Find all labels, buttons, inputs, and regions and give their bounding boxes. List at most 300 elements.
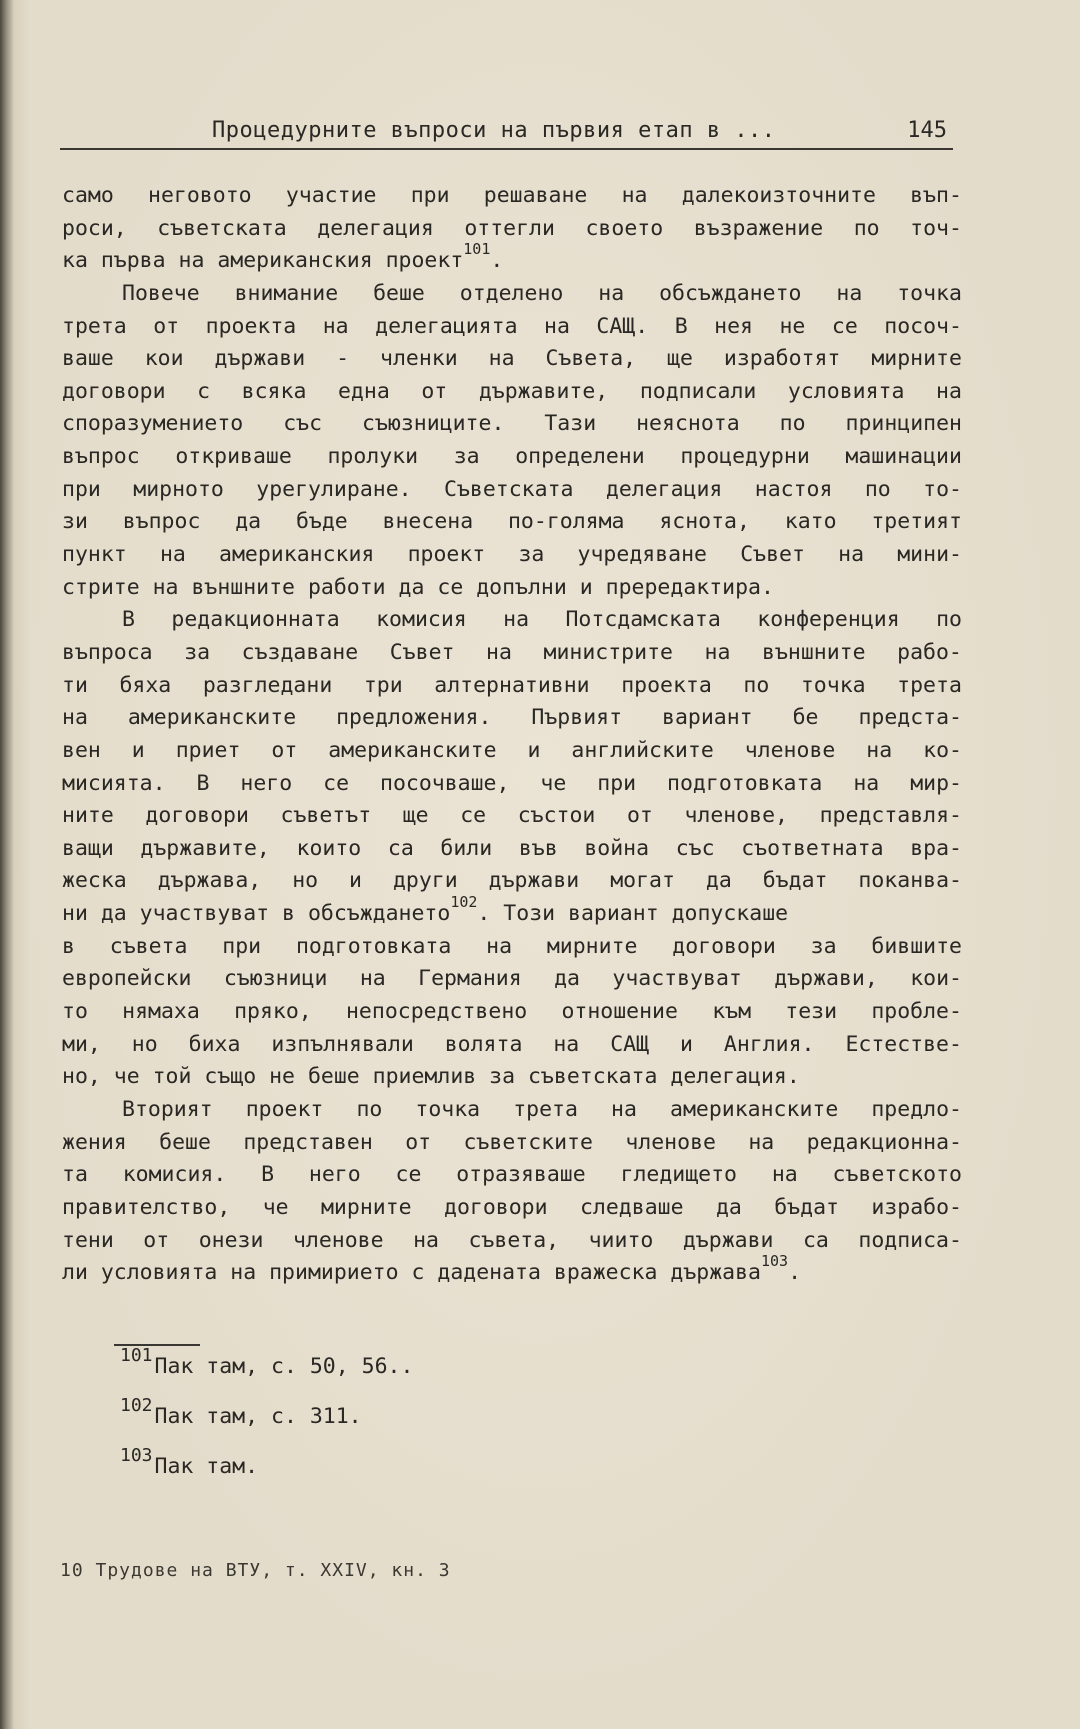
word: членове bbox=[744, 737, 836, 763]
word: английските bbox=[571, 737, 714, 763]
footnote-103 bbox=[120, 1442, 413, 1492]
word: проекта bbox=[205, 313, 297, 339]
word: други bbox=[392, 868, 458, 894]
word: алтернативни bbox=[434, 672, 590, 698]
word: към bbox=[712, 999, 752, 1025]
word: кои bbox=[144, 346, 184, 372]
word: на bbox=[488, 346, 515, 372]
text-line bbox=[62, 311, 962, 344]
word: членове, bbox=[684, 803, 789, 829]
word: В bbox=[674, 313, 688, 339]
text-line bbox=[62, 893, 962, 931]
word: за bbox=[453, 444, 480, 470]
word: предло- bbox=[871, 1096, 962, 1122]
word: на bbox=[503, 607, 530, 633]
word: трета bbox=[62, 313, 127, 339]
word: със bbox=[675, 835, 715, 861]
word: на bbox=[159, 542, 186, 568]
word: принципен bbox=[845, 411, 962, 437]
word: Съвета, bbox=[545, 346, 637, 372]
word: неговото bbox=[148, 183, 252, 208]
word: рабо- bbox=[897, 639, 962, 665]
body-text bbox=[62, 180, 962, 1290]
word: съветската bbox=[157, 215, 287, 241]
text-line bbox=[62, 376, 962, 409]
word: изработят bbox=[723, 346, 841, 372]
word: на bbox=[836, 280, 863, 306]
word: на bbox=[704, 639, 731, 665]
text-line bbox=[62, 1094, 962, 1127]
word: тени bbox=[62, 1227, 114, 1253]
word: ми, bbox=[62, 1031, 101, 1057]
word: които bbox=[296, 835, 362, 861]
word: отношение bbox=[561, 999, 678, 1025]
line-text: ни да участвуват в обсъждането bbox=[62, 901, 451, 927]
word: Повече bbox=[122, 280, 200, 306]
word: определени bbox=[515, 444, 645, 470]
word: то bbox=[62, 999, 88, 1025]
word: редакционната bbox=[171, 607, 340, 633]
word: онези bbox=[198, 1227, 264, 1253]
word: подписа- bbox=[858, 1227, 962, 1253]
footnote-number: 103 bbox=[120, 1445, 153, 1466]
word: чиито bbox=[588, 1227, 654, 1253]
word: бъдат bbox=[762, 868, 828, 894]
word: от bbox=[421, 378, 448, 404]
text-line bbox=[62, 539, 962, 572]
word: неяснота bbox=[636, 411, 740, 437]
word: че bbox=[262, 1194, 289, 1220]
word: участие bbox=[285, 183, 377, 208]
word: бившите bbox=[871, 933, 962, 959]
word: били bbox=[440, 835, 493, 861]
word: на bbox=[553, 1031, 580, 1057]
word: членове bbox=[292, 1227, 384, 1253]
word: то- bbox=[923, 476, 962, 502]
word: но bbox=[292, 868, 319, 894]
word: са bbox=[802, 1227, 829, 1253]
printer-signature: 10 Трудове на ВТУ, т. XXIV, кн. 3 bbox=[60, 1560, 451, 1581]
word: на bbox=[486, 933, 513, 959]
word: третият bbox=[871, 509, 962, 535]
word: съветските bbox=[463, 1129, 593, 1155]
word: точка bbox=[897, 280, 962, 306]
word: жения bbox=[62, 1129, 127, 1155]
footnote-text: Пак там. bbox=[154, 1454, 259, 1479]
word: Потсдамската bbox=[565, 607, 721, 633]
word: обсъждането bbox=[659, 280, 802, 306]
word: ще bbox=[402, 803, 429, 829]
word: отразяваше bbox=[456, 1162, 586, 1188]
word: се bbox=[395, 1162, 422, 1188]
word: са bbox=[387, 835, 414, 861]
text-line bbox=[62, 800, 962, 833]
word: бе bbox=[792, 705, 819, 731]
word: делегацията bbox=[375, 313, 518, 339]
word: на bbox=[748, 1129, 775, 1155]
running-header bbox=[60, 116, 953, 150]
word: подготовката bbox=[295, 933, 452, 959]
word: точка bbox=[415, 1096, 481, 1122]
text-line bbox=[62, 996, 962, 1029]
word: поканва- bbox=[858, 868, 962, 894]
word: възражение bbox=[693, 215, 824, 241]
line-text: но, че той също не беше приемлив за съветската делегация. bbox=[62, 1064, 800, 1090]
word: външните bbox=[762, 639, 866, 665]
word: мир- bbox=[910, 770, 962, 796]
word: с bbox=[197, 378, 211, 404]
footnote-number: 101 bbox=[120, 1345, 153, 1366]
word: ти bbox=[62, 672, 88, 698]
word: три bbox=[363, 672, 403, 698]
word: мирните bbox=[546, 933, 638, 959]
text-line bbox=[62, 735, 962, 768]
text-line bbox=[62, 604, 962, 637]
word: Англия. bbox=[723, 1031, 815, 1057]
word: на bbox=[866, 737, 893, 763]
text-line bbox=[62, 1127, 962, 1160]
word: Германия bbox=[418, 966, 522, 992]
word: на bbox=[621, 183, 648, 208]
word: на bbox=[771, 1162, 798, 1188]
word: Естестве- bbox=[845, 1031, 962, 1057]
word: създаване bbox=[241, 639, 359, 665]
word: бъде bbox=[295, 509, 348, 535]
word: от bbox=[143, 1227, 170, 1253]
word: на bbox=[936, 378, 962, 404]
word: държавите, bbox=[478, 378, 609, 404]
word: ще bbox=[667, 346, 693, 372]
footnote-102 bbox=[120, 1392, 413, 1442]
word: на bbox=[413, 1227, 439, 1253]
word: във bbox=[518, 835, 558, 861]
word: и bbox=[679, 1031, 693, 1057]
word: та bbox=[62, 1162, 88, 1188]
word: зи bbox=[62, 509, 88, 535]
text-line bbox=[62, 931, 962, 964]
word: американските bbox=[670, 1096, 839, 1122]
word: проекта bbox=[621, 672, 712, 698]
word: война bbox=[584, 835, 650, 861]
word: комисия bbox=[376, 607, 467, 633]
word: по bbox=[936, 607, 962, 633]
word: съюзници bbox=[223, 966, 328, 992]
word: точка bbox=[800, 672, 866, 698]
word: редакционна- bbox=[806, 1129, 962, 1155]
word: ващи bbox=[62, 835, 114, 861]
word: пряко, bbox=[234, 999, 312, 1025]
word: от bbox=[153, 313, 180, 339]
word: се bbox=[460, 803, 487, 829]
word: държави bbox=[682, 1227, 774, 1253]
word: на bbox=[359, 966, 386, 992]
text-line bbox=[62, 1192, 962, 1225]
text-line bbox=[62, 474, 962, 507]
word: от bbox=[626, 803, 653, 829]
word: биха bbox=[188, 1031, 241, 1057]
word: съветското bbox=[832, 1162, 962, 1188]
word: Съвет bbox=[389, 639, 455, 665]
word: Първият bbox=[531, 705, 623, 731]
word: мирното bbox=[133, 476, 224, 502]
word: - bbox=[336, 346, 350, 372]
word: на bbox=[544, 313, 570, 339]
word: изрaбо- bbox=[871, 1194, 962, 1220]
word: конференция bbox=[757, 607, 900, 633]
word: членове bbox=[625, 1129, 716, 1155]
text-line bbox=[62, 963, 962, 996]
word: Съвет bbox=[740, 542, 805, 568]
word: съвета bbox=[109, 933, 188, 959]
word: за bbox=[184, 639, 211, 665]
word: за bbox=[518, 542, 545, 568]
word: на bbox=[853, 770, 880, 796]
word: яснота, bbox=[659, 509, 750, 535]
word: проект bbox=[407, 542, 486, 568]
text-line bbox=[62, 506, 962, 539]
text-line bbox=[62, 1225, 962, 1258]
text-line bbox=[62, 1029, 962, 1062]
word: мирните bbox=[320, 1194, 412, 1220]
word: пролуки bbox=[327, 444, 419, 470]
word: не bbox=[779, 313, 806, 339]
word: Вторият bbox=[122, 1096, 213, 1122]
word: въп- bbox=[910, 183, 962, 208]
word: В bbox=[196, 770, 210, 796]
word: като bbox=[784, 509, 837, 535]
line-text-continued: . Този вариант допускаше bbox=[477, 901, 789, 927]
word: съвета, bbox=[468, 1227, 560, 1253]
word: по bbox=[779, 411, 806, 437]
word: настоя bbox=[754, 476, 833, 502]
word: на bbox=[611, 1096, 637, 1122]
text-line bbox=[62, 213, 962, 246]
word: пробле- bbox=[871, 999, 962, 1025]
word: вариант bbox=[662, 705, 753, 731]
word: по bbox=[853, 215, 880, 241]
word: беше bbox=[159, 1129, 211, 1155]
footnote-reference: 103 bbox=[760, 1252, 789, 1271]
word: договори bbox=[62, 378, 166, 404]
word: В bbox=[261, 1162, 275, 1188]
word: жеска bbox=[62, 868, 127, 894]
word: от bbox=[405, 1129, 432, 1155]
word: европейски bbox=[62, 966, 192, 992]
word: държавите, bbox=[140, 835, 270, 861]
word: американските bbox=[127, 705, 297, 731]
word: договори bbox=[145, 803, 249, 829]
text-line bbox=[62, 833, 962, 866]
word: държава, bbox=[157, 868, 262, 894]
word: делегация bbox=[605, 476, 723, 502]
word: САЩ bbox=[610, 1031, 650, 1057]
word: една bbox=[337, 378, 390, 404]
word: се bbox=[831, 313, 858, 339]
text-line bbox=[62, 180, 962, 213]
word: предста- bbox=[858, 705, 962, 731]
word: своето bbox=[585, 215, 664, 241]
word: американския bbox=[219, 542, 375, 568]
word: проект bbox=[245, 1096, 324, 1122]
word: при bbox=[222, 933, 262, 959]
word: въпрос bbox=[122, 509, 201, 535]
word: беше bbox=[373, 280, 425, 306]
word: ваше bbox=[62, 346, 114, 372]
text-line bbox=[62, 1159, 962, 1192]
word: да bbox=[715, 1194, 742, 1220]
word: при bbox=[62, 476, 101, 502]
word: и bbox=[527, 737, 541, 763]
word: условията bbox=[787, 378, 905, 404]
word: следваше bbox=[579, 1194, 684, 1220]
word: точ- bbox=[910, 215, 962, 241]
word: мирните bbox=[871, 346, 962, 372]
word: трета bbox=[897, 672, 962, 698]
word: въпроса bbox=[62, 639, 153, 665]
header-title: Процедурните въпроси на първия етап в ... bbox=[212, 118, 776, 143]
word: съответната bbox=[741, 835, 884, 861]
word: машинации bbox=[845, 444, 962, 470]
word: процедурни bbox=[680, 444, 810, 470]
word: нямаха bbox=[122, 999, 200, 1025]
word: да bbox=[554, 966, 580, 992]
word: мисията. bbox=[62, 770, 166, 796]
word: трета bbox=[513, 1096, 578, 1122]
word: да bbox=[235, 509, 262, 535]
word: състои bbox=[517, 803, 596, 829]
word: бъдат bbox=[774, 1194, 839, 1220]
word: Съветската bbox=[444, 476, 574, 502]
word: американските bbox=[328, 737, 497, 763]
word: участвуват bbox=[612, 966, 742, 992]
text-line bbox=[62, 702, 962, 735]
word: мини- bbox=[897, 542, 962, 568]
word: волята bbox=[444, 1031, 523, 1057]
text-line bbox=[62, 865, 962, 898]
word: предложения. bbox=[336, 705, 492, 731]
word: ко- bbox=[923, 737, 962, 763]
line-text: ка първа на американския проект bbox=[62, 248, 464, 274]
word: и bbox=[131, 737, 145, 763]
word: на bbox=[838, 542, 865, 568]
word: при bbox=[597, 770, 637, 796]
word: тези bbox=[785, 999, 838, 1025]
text-line bbox=[62, 1061, 962, 1094]
footnote-reference: 102 bbox=[450, 893, 478, 912]
word: съюзниците. bbox=[362, 411, 505, 437]
word: държави bbox=[214, 346, 306, 372]
word: на bbox=[486, 639, 512, 665]
word: министрите bbox=[543, 639, 673, 665]
word: учредяване bbox=[577, 542, 707, 568]
footnote-reference: 101 bbox=[463, 240, 491, 259]
word: представен bbox=[243, 1129, 373, 1155]
word: бяха bbox=[119, 672, 172, 698]
text-line bbox=[62, 768, 962, 801]
word: откриваше bbox=[175, 444, 292, 470]
word: но bbox=[131, 1031, 158, 1057]
word: Тази bbox=[544, 411, 597, 437]
word: от bbox=[271, 737, 298, 763]
word: се bbox=[323, 770, 350, 796]
text-line bbox=[62, 278, 962, 311]
word: по bbox=[743, 672, 770, 698]
word: въпрос bbox=[62, 444, 140, 470]
word: посочваше, bbox=[380, 770, 510, 796]
word: със bbox=[283, 411, 323, 437]
word: разгледани bbox=[202, 672, 333, 698]
word: приет bbox=[175, 737, 241, 763]
footnote-text: Пак там, с. 50, 56.. bbox=[154, 1354, 414, 1379]
text-line bbox=[62, 240, 962, 278]
word: делегация bbox=[317, 215, 434, 241]
word: за bbox=[810, 933, 837, 959]
word: споразумението bbox=[62, 411, 244, 437]
text-line bbox=[62, 441, 962, 474]
footnote-number: 102 bbox=[120, 1395, 153, 1416]
word: да bbox=[705, 868, 732, 894]
text-line bbox=[62, 670, 962, 703]
word: ните bbox=[62, 803, 114, 829]
footnotes bbox=[120, 1342, 413, 1492]
word: оттегли bbox=[464, 215, 555, 241]
word: решаване bbox=[483, 183, 588, 208]
text-line bbox=[62, 572, 962, 605]
word: членки bbox=[380, 346, 458, 372]
word: могат bbox=[610, 868, 675, 894]
word: роси, bbox=[62, 215, 127, 241]
word: отделено bbox=[459, 280, 564, 306]
word: по bbox=[356, 1096, 383, 1122]
word: на bbox=[598, 280, 625, 306]
text-line bbox=[62, 1252, 962, 1290]
word: В bbox=[122, 607, 135, 633]
footnote-text: Пак там, с. 311. bbox=[154, 1404, 362, 1429]
word: и bbox=[349, 868, 362, 894]
word: кои- bbox=[910, 966, 962, 992]
word: на bbox=[322, 313, 349, 339]
line-text: ли условията на примирието с дадената вражеска държава bbox=[62, 1260, 761, 1286]
word: правителство, bbox=[62, 1194, 231, 1220]
word: подготовката bbox=[667, 770, 823, 796]
word: далекоизточните bbox=[681, 183, 876, 208]
word: държави, bbox=[774, 966, 878, 992]
word: него bbox=[308, 1162, 361, 1188]
word: само bbox=[62, 183, 114, 208]
word: договори bbox=[444, 1194, 548, 1220]
word: договори bbox=[672, 933, 776, 959]
line-text-continued: . bbox=[490, 248, 504, 274]
word: по-голяма bbox=[507, 509, 625, 535]
word: на bbox=[62, 705, 88, 731]
word: нея bbox=[714, 313, 753, 339]
word: вен bbox=[62, 737, 101, 763]
word: него bbox=[240, 770, 293, 796]
text-line bbox=[62, 408, 962, 441]
word: всяка bbox=[241, 378, 307, 404]
text-line bbox=[62, 343, 962, 376]
word: подписали bbox=[639, 378, 757, 404]
word: вра- bbox=[910, 835, 962, 861]
word: че bbox=[540, 770, 567, 796]
line-text: стрите на външните работи да се допълни и прередактира. bbox=[62, 574, 774, 600]
word: непосредствено bbox=[345, 999, 528, 1025]
word: гледището bbox=[620, 1162, 737, 1188]
word: в bbox=[62, 933, 75, 959]
page-number: 145 bbox=[907, 118, 947, 143]
word: САЩ. bbox=[596, 313, 649, 339]
word: съветът bbox=[280, 803, 372, 829]
